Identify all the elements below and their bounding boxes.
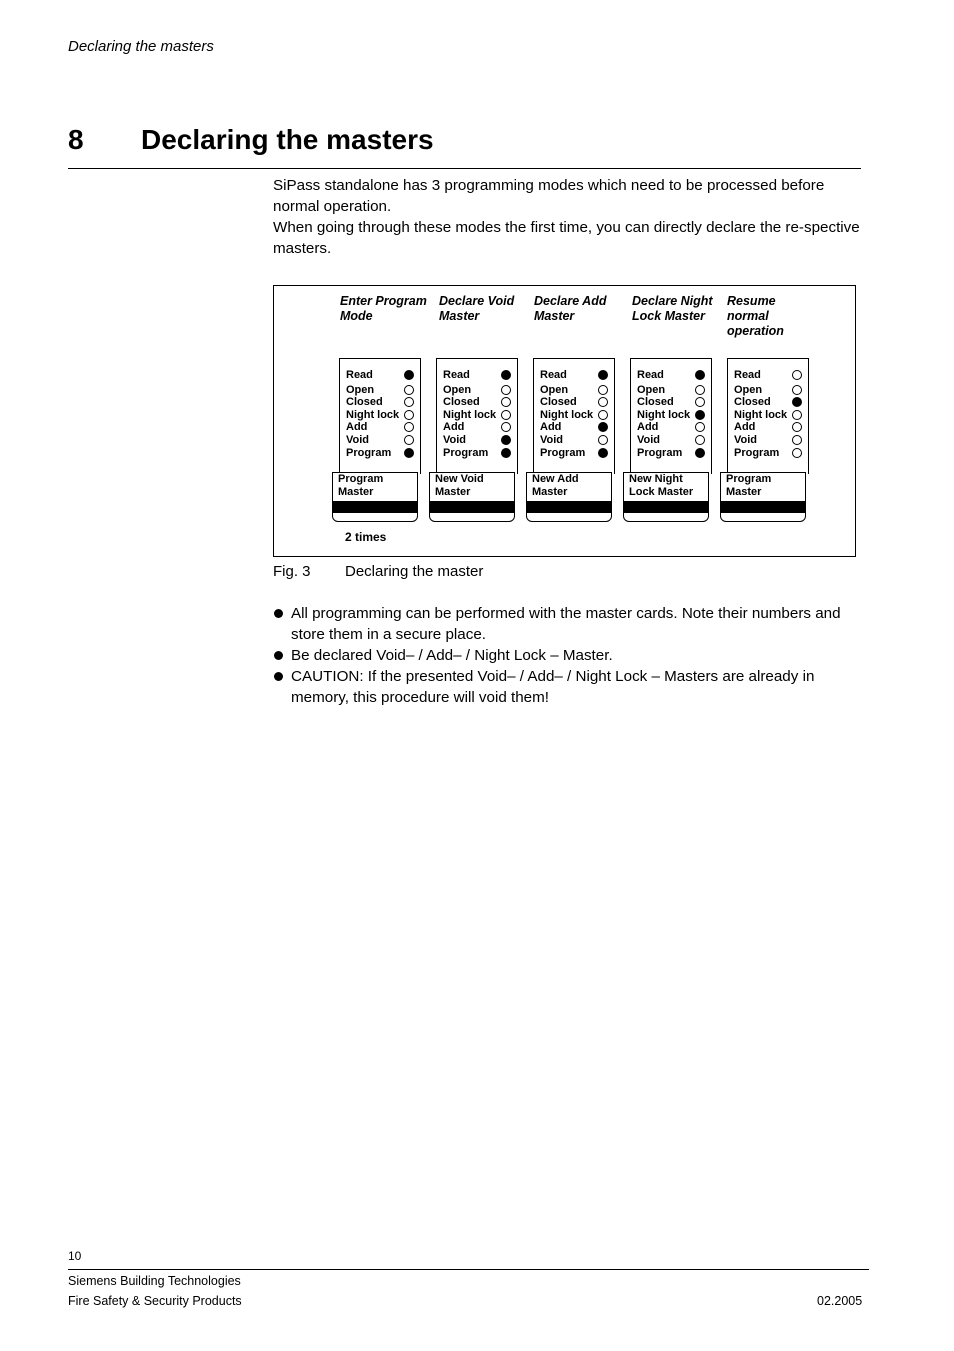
- led-off-icon: [792, 448, 802, 458]
- led-label: Night lock: [346, 409, 400, 421]
- reader-panel: [533, 358, 615, 474]
- bullet-item: [273, 645, 863, 666]
- card-label: New Add Master: [532, 473, 579, 498]
- led-off-icon: [598, 397, 608, 407]
- card-label: New Night Lock Master: [629, 473, 694, 498]
- led-off-icon: [404, 397, 414, 407]
- led-on-icon: [598, 370, 608, 380]
- led-label: Open: [734, 384, 763, 396]
- bullet-dot-icon: [274, 672, 283, 681]
- running-header: Declaring the masters: [68, 38, 214, 55]
- led-label: Open: [540, 384, 569, 396]
- led-on-icon: [598, 448, 608, 458]
- led-label: Open: [637, 384, 666, 396]
- led-on-icon: [501, 370, 511, 380]
- mode-heading: Resume normal operation: [727, 294, 784, 338]
- led-off-icon: [695, 385, 705, 395]
- intro-text: [273, 175, 863, 259]
- led-off-icon: [598, 410, 608, 420]
- footer-company: Siemens Building Technologies: [68, 1274, 241, 1288]
- led-label: Read: [734, 369, 761, 381]
- led-off-icon: [501, 385, 511, 395]
- led-label: Add: [734, 421, 756, 433]
- led-label: Void: [540, 434, 564, 446]
- chapter-title: Declaring the masters: [141, 124, 434, 155]
- led-off-icon: [404, 385, 414, 395]
- led-label: Closed: [443, 396, 480, 408]
- master-card: [623, 472, 709, 522]
- led-label: Void: [443, 434, 467, 446]
- led-label: Program: [637, 447, 683, 459]
- footer-division: Fire Safety & Security Products: [68, 1294, 242, 1308]
- led-on-icon: [598, 422, 608, 432]
- reader-panel: [339, 358, 421, 474]
- master-card: [526, 472, 612, 522]
- led-on-icon: [695, 448, 705, 458]
- mode-heading: Enter Program Mode: [340, 294, 427, 323]
- card-label: Program Master: [726, 473, 772, 498]
- led-off-icon: [501, 397, 511, 407]
- intro-paragraph: When going through these modes the first time, you can directly declare the re-spective masters.: [273, 219, 860, 257]
- led-label: Program: [346, 447, 392, 459]
- led-off-icon: [404, 410, 414, 420]
- footer-rule: [68, 1269, 869, 1270]
- led-label: Night lock: [734, 409, 788, 421]
- reader-panel: [436, 358, 518, 474]
- led-off-icon: [598, 385, 608, 395]
- led-off-icon: [695, 435, 705, 445]
- master-card: [429, 472, 515, 522]
- bullet-text: CAUTION: If the presented Void– / Add– / Night Lock – Masters are already in memory, this procedure will void them!: [291, 668, 815, 706]
- reader-panel: [727, 358, 809, 474]
- led-label: Void: [734, 434, 758, 446]
- chapter-rule: [68, 168, 861, 169]
- card-label: Program Master: [338, 473, 384, 498]
- bullet-text: All programming can be performed with the master cards. Note their numbers and store them in a secure place.: [291, 605, 841, 643]
- magnetic-stripe: [721, 501, 805, 513]
- led-off-icon: [792, 410, 802, 420]
- led-off-icon: [792, 370, 802, 380]
- magnetic-stripe: [527, 501, 611, 513]
- card-label: New Void Master: [435, 473, 484, 498]
- footer-date: 02.2005: [817, 1294, 863, 1308]
- figure-caption: Declaring the master: [345, 563, 484, 580]
- led-label: Closed: [346, 396, 383, 408]
- led-off-icon: [404, 435, 414, 445]
- led-label: Add: [637, 421, 659, 433]
- led-label: Closed: [734, 396, 771, 408]
- led-label: Night lock: [540, 409, 594, 421]
- led-label: Open: [346, 384, 375, 396]
- led-label: Open: [443, 384, 472, 396]
- led-off-icon: [404, 422, 414, 432]
- bullet-text: Be declared Void– / Add– / Night Lock – Master.: [291, 647, 613, 664]
- master-card: [720, 472, 806, 522]
- led-off-icon: [792, 435, 802, 445]
- bullet-dot-icon: [274, 651, 283, 660]
- led-label: Program: [443, 447, 489, 459]
- master-card: [332, 472, 418, 522]
- led-off-icon: [501, 410, 511, 420]
- figure-number: Fig. 3: [273, 563, 311, 580]
- led-label: Read: [346, 369, 373, 381]
- mode-heading: Declare Void Master: [439, 294, 515, 323]
- led-off-icon: [792, 422, 802, 432]
- figure-declaring-masters: [273, 285, 856, 557]
- magnetic-stripe: [430, 501, 514, 513]
- led-label: Night lock: [443, 409, 497, 421]
- led-label: Closed: [540, 396, 577, 408]
- led-off-icon: [695, 397, 705, 407]
- bullet-list: [273, 603, 863, 708]
- led-label: Add: [346, 421, 368, 433]
- led-off-icon: [501, 422, 511, 432]
- page-number: 10: [68, 1249, 82, 1263]
- led-on-icon: [501, 435, 511, 445]
- led-on-icon: [404, 370, 414, 380]
- led-label: Add: [540, 421, 562, 433]
- led-on-icon: [404, 448, 414, 458]
- led-label: Read: [443, 369, 470, 381]
- led-label: Closed: [637, 396, 674, 408]
- mode-heading: Declare Add Master: [534, 294, 607, 323]
- mode-heading: Declare Night Lock Master: [632, 294, 713, 323]
- magnetic-stripe: [333, 501, 417, 513]
- magnetic-stripe: [624, 501, 708, 513]
- led-label: Night lock: [637, 409, 691, 421]
- led-label: Program: [540, 447, 586, 459]
- led-label: Add: [443, 421, 465, 433]
- bullet-item: [273, 666, 863, 708]
- chapter-number: 8: [68, 124, 84, 155]
- led-on-icon: [792, 397, 802, 407]
- led-label: Read: [540, 369, 567, 381]
- led-off-icon: [598, 435, 608, 445]
- bullet-dot-icon: [274, 609, 283, 618]
- led-on-icon: [695, 410, 705, 420]
- led-label: Program: [734, 447, 780, 459]
- led-label: Void: [637, 434, 661, 446]
- led-off-icon: [695, 422, 705, 432]
- reader-panel: [630, 358, 712, 474]
- repeat-note: 2 times: [345, 530, 387, 544]
- led-label: Void: [346, 434, 370, 446]
- led-on-icon: [501, 448, 511, 458]
- led-label: Read: [637, 369, 664, 381]
- led-on-icon: [695, 370, 705, 380]
- bullet-item: [273, 603, 863, 645]
- led-off-icon: [792, 385, 802, 395]
- intro-paragraph: SiPass standalone has 3 programming modes which need to be processed before normal operation.: [273, 177, 825, 215]
